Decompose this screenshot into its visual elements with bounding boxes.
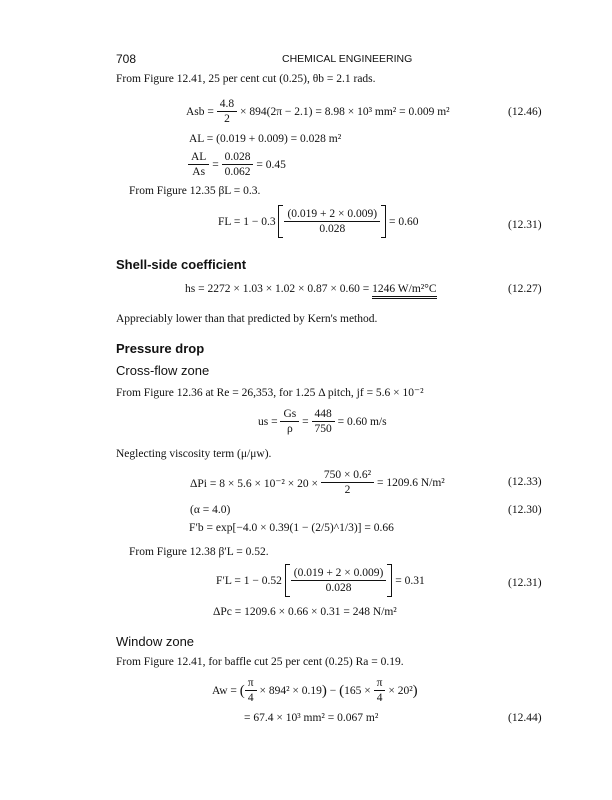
denominator: 2 <box>344 484 351 496</box>
page-number: 708 <box>116 52 137 66</box>
text-line: From Figure 12.35 βL = 0.3. <box>129 185 261 197</box>
fraction <box>217 97 237 126</box>
equation-fl <box>218 207 418 236</box>
equation-rhs: = 0.31 <box>395 574 425 587</box>
equation-ref: (12.46) <box>508 106 542 118</box>
equation-rhs: = 0.45 <box>256 158 286 171</box>
text-line: Neglecting viscosity term (μ/μw). <box>116 448 272 460</box>
text-line: From Figure 12.38 β′L = 0.52. <box>129 546 269 558</box>
fraction <box>245 676 257 705</box>
denominator: As <box>192 166 206 178</box>
close-paren: ) <box>321 682 327 699</box>
equation-hs <box>185 283 437 295</box>
equals: = <box>212 158 219 171</box>
section-heading: Pressure drop <box>116 341 205 356</box>
equation-lhs: us = <box>258 415 278 428</box>
denominator: 2 <box>224 113 230 125</box>
open-paren: ( <box>339 682 345 699</box>
fraction <box>284 207 380 236</box>
bracket <box>285 566 393 595</box>
fraction <box>188 150 209 179</box>
numerator: (0.019 + 2 × 0.009) <box>291 566 387 581</box>
equation-lhs: hs = 2272 × 1.03 × 1.02 × 0.87 × 0.60 = <box>185 283 370 295</box>
equation-rhs: × 894(2π − 2.1) = 8.98 × 10³ mm² = 0.009 m² <box>240 105 450 118</box>
subsection-heading: Window zone <box>116 634 195 649</box>
equation-lhs: F′L = 1 − 0.52 <box>216 574 282 587</box>
denominator: 750 <box>314 423 332 435</box>
fraction <box>374 676 386 705</box>
section-heading: Shell-side coefficient <box>116 257 247 272</box>
fraction <box>291 566 387 595</box>
equation-ref: (12.31) <box>508 577 542 589</box>
equation-rhs: = 1209.6 N/m² <box>377 476 445 489</box>
equation-ratio <box>188 150 286 179</box>
equation-aw-result: = 67.4 × 10³ mm² = 0.067 m² <box>244 712 379 724</box>
numerator: Gs <box>280 407 299 422</box>
text-line: Appreciably lower than that predicted by Kern's method. <box>116 313 378 325</box>
equation-us <box>258 407 387 436</box>
subsection-heading: Cross-flow zone <box>116 363 210 378</box>
fraction <box>280 407 299 436</box>
numerator: 448 <box>312 407 335 422</box>
equation-ref: (12.27) <box>508 283 542 295</box>
equation-flp <box>216 566 425 595</box>
equation-ref: (12.31) <box>508 219 542 231</box>
term: × 894² × 0.19 <box>259 684 322 697</box>
fraction <box>222 150 254 179</box>
term: × 20² <box>388 684 413 697</box>
numerator: π <box>245 676 257 691</box>
numerator: AL <box>188 150 209 165</box>
fraction <box>312 407 335 436</box>
equation-alpha: (α = 4.0) <box>190 504 231 516</box>
denominator: 4 <box>376 692 383 704</box>
numerator: 0.028 <box>222 150 254 165</box>
denominator: ρ <box>286 423 293 435</box>
equation-lhs: ΔPi = 8 × 5.6 × 10⁻² × 20 × <box>190 477 318 490</box>
numerator: π <box>374 676 386 691</box>
denominator: 4 <box>247 692 254 704</box>
equation-dpi <box>190 468 445 497</box>
equation-ref: (12.33) <box>508 476 542 488</box>
text-line: From Figure 12.41, for baffle cut 25 per cent (0.25) Ra = 0.19. <box>116 656 404 668</box>
equation-lhs: FL = 1 − 0.3 <box>218 215 276 228</box>
open-paren: ( <box>239 682 245 699</box>
equation-asb <box>186 97 450 126</box>
numerator: 750 × 0.6² <box>321 468 374 483</box>
close-paren: ) <box>412 682 418 699</box>
equation-ref: (12.44) <box>508 712 542 724</box>
numerator: (0.019 + 2 × 0.009) <box>284 207 380 222</box>
equation-dpc: ΔPc = 1209.6 × 0.66 × 0.31 = 248 N/m² <box>213 606 397 618</box>
equation-lhs: Asb = <box>186 105 214 118</box>
equation-al: AL = (0.019 + 0.009) = 0.028 m² <box>189 133 342 145</box>
denominator: 0.028 <box>325 582 352 594</box>
running-title: CHEMICAL ENGINEERING <box>282 53 413 65</box>
equals: = <box>302 415 309 428</box>
text-line: From Figure 12.41, 25 per cent cut (0.25), θb = 2.1 rads. <box>116 73 376 85</box>
equation-fb: F′b = exp[−4.0 × 0.39(1 − (2/5)^1/3)] = 0.66 <box>189 522 394 534</box>
term: 165 × <box>344 684 371 697</box>
equation-rhs: = 0.60 <box>388 215 419 228</box>
equation-aw <box>212 676 418 705</box>
numerator: 4.8 <box>217 97 237 112</box>
denominator: 0.028 <box>319 223 346 235</box>
equation-rhs: = 0.60 m/s <box>337 415 387 428</box>
equation-ref: (12.30) <box>508 504 542 516</box>
denominator: 0.062 <box>224 166 251 178</box>
result-highlight: 1246 W/m²°C <box>372 283 436 299</box>
minus: − <box>329 684 337 697</box>
text-line: From Figure 12.36 at Re = 26,353, for 1.25 Δ pitch, jf = 5.6 × 10⁻² <box>116 387 424 399</box>
equation-lhs: Aw = <box>212 684 237 697</box>
bracket <box>278 207 386 236</box>
fraction <box>321 468 374 497</box>
